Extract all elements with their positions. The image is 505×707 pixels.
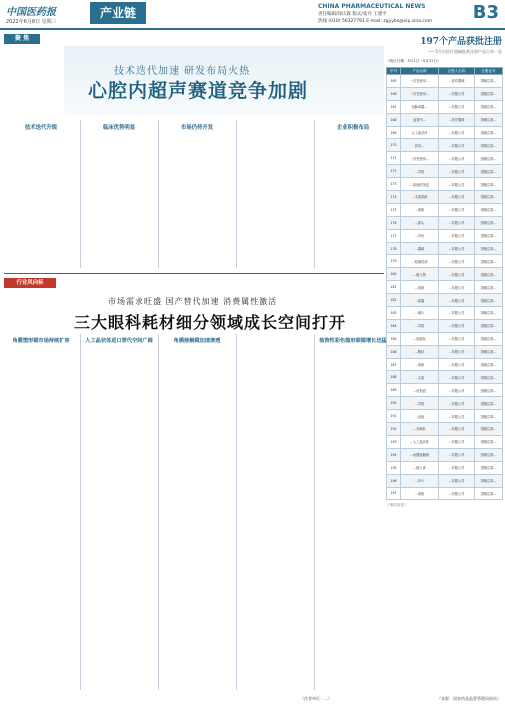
issue-date: 2022年6月8日 星期三 xyxy=(6,19,57,25)
table-cell: 国械注准... xyxy=(475,474,503,487)
article-column xyxy=(4,120,78,268)
table-cell: 冠脉球囊... xyxy=(401,100,439,113)
table-cell: 184 xyxy=(387,319,401,332)
table-cell: 国械注准... xyxy=(475,191,503,204)
table-cell: 185 xyxy=(387,332,401,345)
table-cell: 国械注准... xyxy=(475,87,503,100)
table-cell: 国械注准... xyxy=(475,410,503,423)
table-cell: ...敷料 xyxy=(401,345,439,358)
table-cell: ...球囊 xyxy=(401,294,439,307)
table-cell: ...导管 xyxy=(401,319,439,332)
table-cell: ...检测试剂盒 xyxy=(401,178,439,191)
table-cell: ...有限公司 xyxy=(439,474,475,487)
table-row xyxy=(387,191,503,204)
table-cell: ...有限公司 xyxy=(439,345,475,358)
table-cell: ...导管 xyxy=(401,397,439,410)
table-cell: ...有限公司 xyxy=(439,100,475,113)
table-cell: 195 xyxy=(387,461,401,474)
table-cell: ...人工晶状体 xyxy=(401,435,439,448)
table-cell: ...有限公司 xyxy=(439,371,475,384)
table-row xyxy=(387,358,503,371)
table-cell: 国械注准... xyxy=(475,461,503,474)
table-cell: ...有限公司 xyxy=(439,423,475,436)
top-headline: 心腔内超声赛道竞争加剧 xyxy=(88,80,309,102)
table-cell: ...有限公司 xyxy=(439,461,475,474)
table-row xyxy=(387,75,503,88)
table-cell: 194 xyxy=(387,448,401,461)
column-header: 注册证号 xyxy=(475,68,503,75)
table-cell: ...有限公司 xyxy=(439,294,475,307)
table-cell: 国械注准... xyxy=(475,281,503,294)
table-cell: 血管内... xyxy=(401,113,439,126)
table-cell: ...检测试剂 xyxy=(401,255,439,268)
editor-info: 责任编辑/徐庆霖 版式/张丹 王建平 xyxy=(318,12,387,17)
table-row xyxy=(387,268,503,281)
table-cell: ...有限公司 xyxy=(439,191,475,204)
table-cell: 国械注准... xyxy=(475,487,503,500)
section-label: 产业链 xyxy=(90,2,146,24)
table-cell: 176 xyxy=(387,216,401,229)
table-cell: 181 xyxy=(387,281,401,294)
table-row xyxy=(387,126,503,139)
table-cell: ...医疗器械 xyxy=(439,75,475,88)
table-cell: 国械注准... xyxy=(475,358,503,371)
trend-tag: 行业风向标 xyxy=(4,278,56,288)
table-row xyxy=(387,345,503,358)
table-cell: 167 xyxy=(387,100,401,113)
table-cell: ...探头 xyxy=(401,216,439,229)
table-cell: ...有限公司 xyxy=(439,397,475,410)
table-cell: ...补片 xyxy=(401,474,439,487)
table-cell: 192 xyxy=(387,423,401,436)
bottom-story xyxy=(4,278,387,698)
table-row xyxy=(387,474,503,487)
table-cell: ...有限公司 xyxy=(439,487,475,500)
article-column xyxy=(82,120,156,268)
panel-title: 197个产品获批注册 xyxy=(420,37,502,47)
table-row xyxy=(387,487,503,500)
table-cell: 国械注准... xyxy=(475,216,503,229)
table-cell: 国械注准... xyxy=(475,126,503,139)
registration-panel xyxy=(386,34,502,674)
table-cell: 国械注准... xyxy=(475,139,503,152)
column-heading: 角膜塑形镜市场持续扩容 xyxy=(12,338,70,344)
column-heading: 临床优势明显 xyxy=(102,125,136,131)
table-cell: ...有限公司 xyxy=(439,203,475,216)
column-divider xyxy=(80,334,81,690)
table-cell: 国械注准... xyxy=(475,319,503,332)
column-heading: 角膜接触镜加速渗透 xyxy=(173,338,221,344)
column-header: 序号 xyxy=(387,68,401,75)
table-cell: ...系统 xyxy=(401,281,439,294)
column-header: 产品名称 xyxy=(401,68,439,75)
table-cell: 169 xyxy=(387,126,401,139)
article-column xyxy=(238,334,312,690)
column-divider xyxy=(158,334,159,690)
table-cell: ...有限公司 xyxy=(439,268,475,281)
table-cell: 国械注准... xyxy=(475,152,503,165)
table-cell: 165 xyxy=(387,75,401,88)
article-column xyxy=(82,334,156,690)
story-divider xyxy=(4,273,384,274)
table-cell: 一次性使用... xyxy=(401,75,439,88)
table-cell: 178 xyxy=(387,242,401,255)
table-row xyxy=(387,242,503,255)
table-cell: 国械注准... xyxy=(475,307,503,320)
table-cell: ...医疗器械 xyxy=(439,113,475,126)
table-cell: 人工晶状体 xyxy=(401,126,439,139)
table-body xyxy=(387,75,503,500)
table-cell: ...有限公司 xyxy=(439,165,475,178)
table-cell: 186 xyxy=(387,345,401,358)
bottom-subtitle: 市场需求旺盛 国产替代加速 消费属性激活 xyxy=(108,297,278,306)
article-column xyxy=(160,120,234,268)
table-row xyxy=(387,397,503,410)
table-cell: ...植入物 xyxy=(401,268,439,281)
table-cell: ...设备 xyxy=(401,410,439,423)
table-row xyxy=(387,319,503,332)
table-row xyxy=(387,203,503,216)
table-cell: ...有限公司 xyxy=(439,242,475,255)
top-story xyxy=(4,34,384,270)
table-cell: ...有限公司 xyxy=(439,358,475,371)
table-row xyxy=(387,152,503,165)
table-cell: ...有限公司 xyxy=(439,229,475,242)
table-cell: 国械注准... xyxy=(475,178,503,191)
table-row xyxy=(387,139,503,152)
registration-table xyxy=(386,67,503,500)
table-cell: 国械注准... xyxy=(475,242,503,255)
panel-subtitle: ——5月份医疗器械批准注册产品目录一览 xyxy=(427,49,502,54)
column-divider xyxy=(236,334,237,690)
contact-info: 热线 (010) 56327791 E-mail: zgyybs@vip.sina.com xyxy=(318,19,433,24)
table-cell: 国械注准... xyxy=(475,435,503,448)
table-cell: 国械注准... xyxy=(475,229,503,242)
table-cell: ...导管 xyxy=(401,165,439,178)
table-cell: 187 xyxy=(387,358,401,371)
page-header xyxy=(0,0,505,30)
table-row xyxy=(387,384,503,397)
panel-footer: （本栏目完） xyxy=(386,503,408,508)
table-row xyxy=(387,307,503,320)
table-cell: 174 xyxy=(387,191,401,204)
table-cell: 170 xyxy=(387,139,401,152)
table-cell: ...有限公司 xyxy=(439,87,475,100)
column-header: 注册人名称 xyxy=(439,68,475,75)
table-cell: 193 xyxy=(387,435,401,448)
table-row xyxy=(387,113,503,126)
source-note: （来源：国家药品监督管理局网站） xyxy=(437,696,501,701)
table-cell: 国械注准... xyxy=(475,100,503,113)
table-cell: 175 xyxy=(387,203,401,216)
top-subtitle: 技术迭代加速 研发布局火热 xyxy=(114,66,251,77)
table-cell: 173 xyxy=(387,178,401,191)
table-cell: ...有限公司 xyxy=(439,255,475,268)
table-cell: ...系统 xyxy=(401,487,439,500)
column-heading: 市场仍待开发 xyxy=(180,125,214,131)
table-cell: 国械注准... xyxy=(475,165,503,178)
paper-name: 中国医药报 xyxy=(6,7,56,18)
table-cell: 166 xyxy=(387,87,401,100)
article-column xyxy=(316,334,390,690)
table-cell: ...有限公司 xyxy=(439,152,475,165)
table-cell: 168 xyxy=(387,113,401,126)
article-column xyxy=(238,120,312,268)
table-cell: 191 xyxy=(387,410,401,423)
table-cell: 国械注准... xyxy=(475,332,503,345)
table-row xyxy=(387,435,503,448)
table-cell: ...有限公司 xyxy=(439,332,475,345)
table-cell: ...植入体 xyxy=(401,461,439,474)
column-divider xyxy=(80,120,81,268)
table-cell: ...有限公司 xyxy=(439,384,475,397)
column-heading: 装饰性彩色隐形眼镜增长迅猛 xyxy=(319,338,387,344)
table-cell: 国械注准... xyxy=(475,75,503,88)
table-cell: 182 xyxy=(387,294,401,307)
table-cell: 172 xyxy=(387,165,401,178)
table-row xyxy=(387,294,503,307)
table-row xyxy=(387,255,503,268)
focus-tag: 聚 焦 xyxy=(4,34,40,44)
table-row xyxy=(387,332,503,345)
table-cell: 一次性使用... xyxy=(401,152,439,165)
table-cell: ...穿刺针 xyxy=(401,423,439,436)
table-cell: ...系统 xyxy=(401,203,439,216)
table-cell: 国械注准... xyxy=(475,294,503,307)
table-cell: 190 xyxy=(387,397,401,410)
table-cell: ...有限公司 xyxy=(439,448,475,461)
table-cell: ...有限公司 xyxy=(439,216,475,229)
article-column xyxy=(160,334,234,690)
column-divider xyxy=(314,120,315,268)
table-cell: 国械注准... xyxy=(475,268,503,281)
table-row xyxy=(387,87,503,100)
table-cell: 171 xyxy=(387,152,401,165)
column-heading: 人工晶状体进口替代空间广阔 xyxy=(85,338,153,344)
table-row xyxy=(387,371,503,384)
panel-note: （统计日期：5月1日～5月31日） xyxy=(386,59,441,63)
top-story-columns xyxy=(4,120,384,268)
table-row xyxy=(387,100,503,113)
table-cell: 国械注准... xyxy=(475,371,503,384)
page-number: B3 xyxy=(472,2,499,23)
table-row xyxy=(387,423,503,436)
table-cell: 196 xyxy=(387,474,401,487)
table-cell: 179 xyxy=(387,255,401,268)
bottom-headline: 三大眼科耗材细分领域成长空间打开 xyxy=(74,313,347,332)
table-cell: 国械注准... xyxy=(475,384,503,397)
table-cell: ...有限公司 xyxy=(439,126,475,139)
column-heading: 企业积极布局 xyxy=(336,125,370,131)
table-cell: 189 xyxy=(387,384,401,397)
column-divider xyxy=(158,120,159,268)
table-cell: ...器械 xyxy=(401,242,439,255)
table-cell: ...角膜接触镜 xyxy=(401,448,439,461)
table-row xyxy=(387,229,503,242)
table-cell: 国械注准... xyxy=(475,255,503,268)
column-divider xyxy=(236,120,237,268)
table-cell: ...导丝 xyxy=(401,229,439,242)
article-column xyxy=(316,120,390,268)
author-note: （作者单位：…） xyxy=(300,696,332,701)
table-row xyxy=(387,178,503,191)
table-row xyxy=(387,281,503,294)
bottom-story-columns xyxy=(4,334,387,690)
table-cell: ...有限公司 xyxy=(439,139,475,152)
table-cell: 国械注准... xyxy=(475,448,503,461)
table-cell: 197 xyxy=(387,487,401,500)
table-cell: 180 xyxy=(387,268,401,281)
table-cell: 188 xyxy=(387,371,401,384)
table-row xyxy=(387,410,503,423)
table-cell: ...有限公司 xyxy=(439,319,475,332)
table-cell: 医用... xyxy=(401,139,439,152)
table-cell: 国械注准... xyxy=(475,203,503,216)
table-cell: ...检测仪 xyxy=(401,332,439,345)
column-divider xyxy=(314,334,315,690)
table-cell: ...有限公司 xyxy=(439,307,475,320)
table-cell: ...试剂盒 xyxy=(401,384,439,397)
table-cell: 177 xyxy=(387,229,401,242)
table-cell: 一次性使用... xyxy=(401,87,439,100)
column-heading: 技术迭代升级 xyxy=(24,125,58,131)
table-row xyxy=(387,448,503,461)
table-cell: ...系统 xyxy=(401,358,439,371)
table-cell: 国械注准... xyxy=(475,113,503,126)
table-cell: ...有限公司 xyxy=(439,281,475,294)
table-cell: 国械注准... xyxy=(475,397,503,410)
brand-name: CHINA PHARMACEUTICAL NEWS xyxy=(318,3,426,10)
table-cell: 国械注准... xyxy=(475,345,503,358)
article-column xyxy=(4,334,78,690)
table-cell: ...支架 xyxy=(401,371,439,384)
table-cell: 183 xyxy=(387,307,401,320)
table-cell: ...支架系统 xyxy=(401,191,439,204)
table-cell: ...镜片 xyxy=(401,307,439,320)
table-cell: ...有限公司 xyxy=(439,410,475,423)
table-cell: ...有限公司 xyxy=(439,435,475,448)
table-header-row xyxy=(387,68,503,75)
table-row xyxy=(387,216,503,229)
table-cell: ...有限公司 xyxy=(439,178,475,191)
table-row xyxy=(387,461,503,474)
table-cell: 国械注准... xyxy=(475,423,503,436)
table-row xyxy=(387,165,503,178)
